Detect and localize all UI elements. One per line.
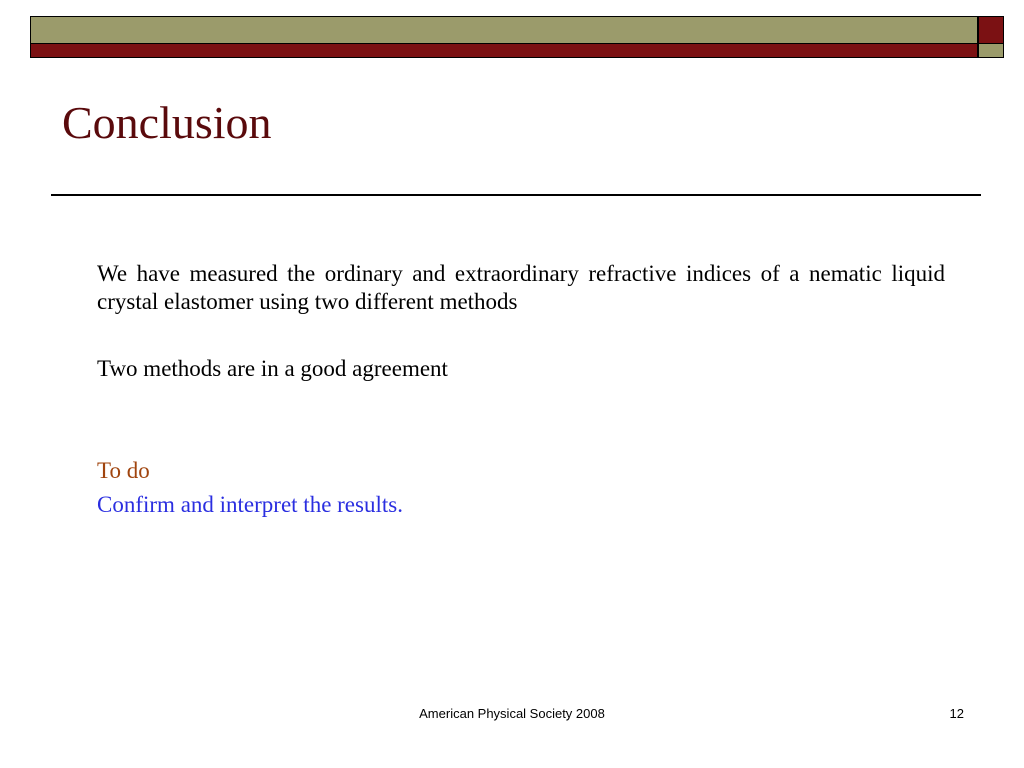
conclusion-paragraph-2: Two methods are in a good agreement	[97, 356, 448, 381]
footer-text: American Physical Society 2008	[419, 706, 605, 721]
corner-square-red	[978, 16, 1004, 44]
header-band-red	[30, 43, 978, 58]
header-band-olive	[30, 16, 978, 44]
page-number: 12	[949, 706, 964, 721]
corner-square-olive	[978, 43, 1004, 58]
header-band	[30, 16, 978, 58]
conclusion-paragraph-1: We have measured the ordinary and extraordinary refractive indices of a nematic liquid crystal elastomer using two different methods	[97, 261, 945, 314]
slide-title: Conclusion	[62, 97, 272, 148]
todo-label: To do	[97, 458, 150, 483]
todo-item: Confirm and interpret the results.	[97, 492, 403, 517]
title-divider	[51, 194, 981, 196]
